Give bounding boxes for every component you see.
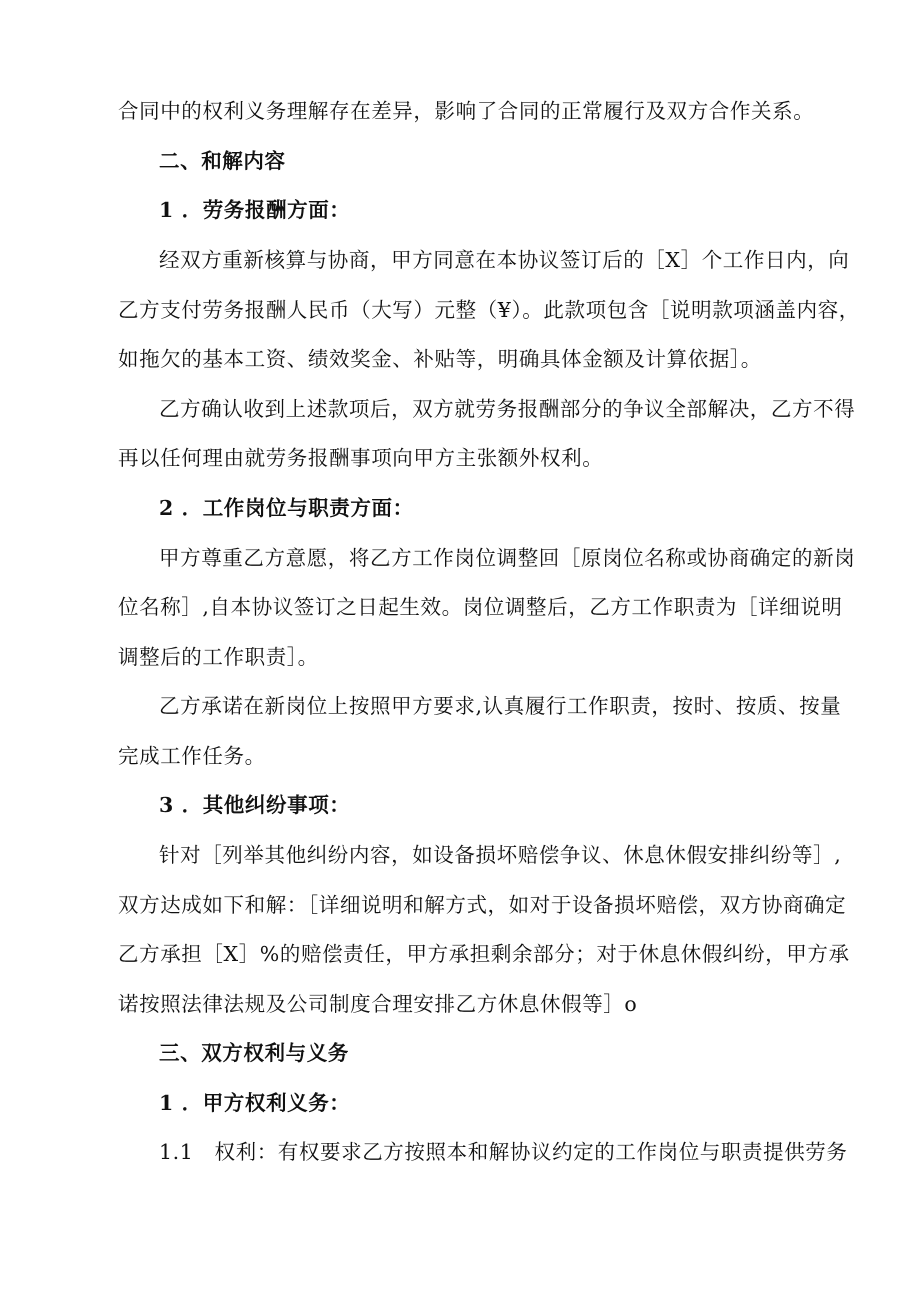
- text-line: 位名称］,自本协议签订之日起生效。岗位调整后，乙方工作职责为［详细说明: [118, 595, 843, 619]
- subsection-heading: 1 ．甲方权利义务：: [159, 1091, 351, 1115]
- text-line: 乙方确认收到上述款项后，双方就劳务报酬部分的争议全部解决，乙方不得: [159, 397, 856, 421]
- text-line: 合同中的权利义务理解存在差异，影响了合同的正常履行及双方合作关系。: [118, 99, 815, 123]
- section-heading: 二、和解内容: [159, 149, 286, 173]
- text-line: 如拖欠的基本工资、绩效奖金、补贴等，明确具体金额及计算依据］。: [118, 347, 762, 371]
- subsection-heading: 3 ．其他纠纷事项：: [159, 793, 351, 817]
- text-line: 针对［列举其他纠纷内容，如设备损坏赔偿争议、休息休假安排纠纷等］,: [159, 843, 842, 867]
- text-line: 再以任何理由就劳务报酬事项向甲方主张额外权利。: [118, 446, 604, 470]
- text-line: 经双方重新核算与协商，甲方同意在本协议签订后的［X］个工作日内，向: [159, 248, 850, 272]
- text-line: 乙方承诺在新岗位上按照甲方要求,认真履行工作职责，按时、按质、按量: [159, 694, 842, 718]
- text-line: 乙方承担［X］%的赔偿责任，甲方承担剩余部分；对于休息休假纠纷，甲方承: [118, 942, 850, 966]
- text-line: 甲方尊重乙方意愿，将乙方工作岗位调整回［原岗位名称或协商确定的新岗: [159, 546, 856, 570]
- text-line: 调整后的工作职责］。: [118, 645, 319, 669]
- text-line: 双方达成如下和解：［详细说明和解方式，如对于设备损坏赔偿，双方协商确定: [118, 893, 847, 917]
- text-line: 1.1 权利：有权要求乙方按照本和解协议约定的工作岗位与职责提供劳务: [159, 1140, 848, 1164]
- subsection-heading: 2 ．工作岗位与职责方面：: [159, 496, 414, 520]
- subsection-heading: 1 ．劳务报酬方面：: [159, 198, 351, 222]
- text-line: 完成工作任务。: [118, 744, 266, 768]
- section-heading: 三、双方权利与义务: [159, 1041, 349, 1065]
- text-line: 诺按照法律法规及公司制度合理安排乙方休息休假等］o: [118, 992, 638, 1016]
- text-line: 乙方支付劳务报酬人民币（大写）元整（¥）。此款项包含［说明款项涵盖内容，: [118, 298, 860, 322]
